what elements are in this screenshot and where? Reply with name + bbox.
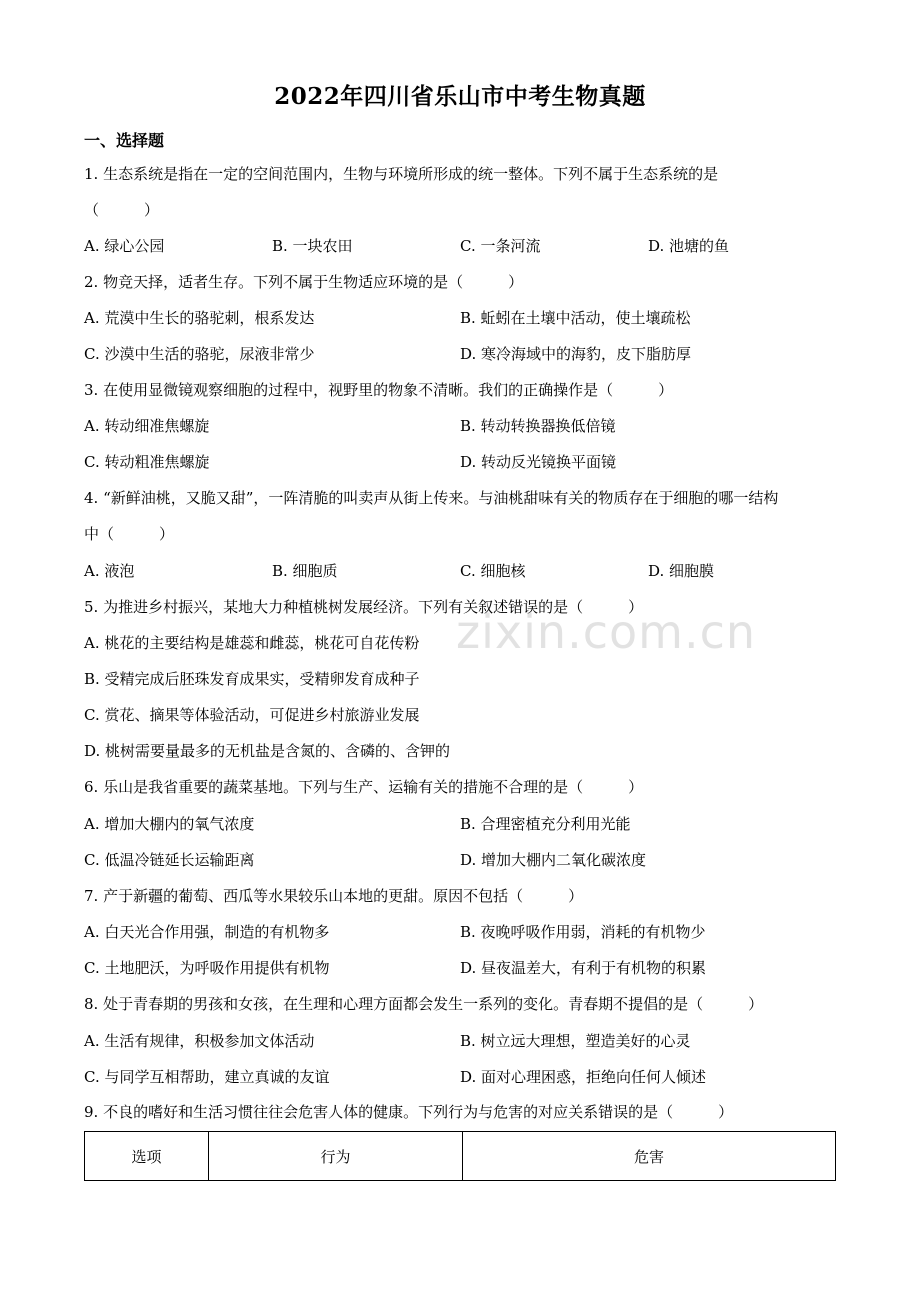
q1-option-a: A. 绿心公园 — [84, 237, 165, 255]
q5-stem: 5. 为推进乡村振兴，某地大力种植桃树发展经济。下列有关叙述错误的是（ ） — [84, 598, 644, 616]
q4-option-b: B. 细胞质 — [272, 562, 338, 580]
q8-option-a: A. 生活有规律，积极参加文体活动 — [84, 1032, 315, 1050]
q7-option-d: D. 昼夜温差大，有利于有机物的积累 — [460, 959, 707, 977]
page-title: 2022年四川省乐山市中考生物真题 — [274, 83, 646, 110]
q6-stem: 6. 乐山是我省重要的蔬菜基地。下列与生产、运输有关的措施不合理的是（ ） — [84, 778, 644, 796]
q3-option-b: B. 转动转换器换低倍镜 — [460, 417, 616, 435]
q4-option-a: A. 液泡 — [84, 562, 135, 580]
q1-option-d: D. 池塘的鱼 — [648, 237, 730, 255]
table-header-behavior: 行为 — [209, 1132, 463, 1181]
q8-option-d: D. 面对心理困惑，拒绝向任何人倾述 — [460, 1068, 707, 1086]
table-header-harm: 危害 — [463, 1132, 836, 1181]
section-heading: 一、选择题 — [84, 131, 165, 150]
watermark: zixin.com.cn — [456, 605, 757, 659]
q7-option-b: B. 夜晚呼吸作用弱，消耗的有机物少 — [460, 923, 706, 941]
q1-stem: 1. 生态系统是指在一定的空间范围内，生物与环境所形成的统一整体。下列不属于生态系统的是 — [84, 165, 719, 183]
q6-option-d: D. 增加大棚内二氧化碳浓度 — [460, 851, 647, 869]
q4-option-d: D. 细胞膜 — [648, 562, 715, 580]
q4-stem: 4. “新鲜油桃，又脆又甜”，一阵清脆的叫卖声从街上传来。与油桃甜味有关的物质存在于细胞的哪一结构 — [84, 489, 779, 507]
q1-stem-cont: （ ） — [84, 201, 160, 219]
q4-option-c: C. 细胞核 — [460, 562, 526, 580]
q3-option-d: D. 转动反光镜换平面镜 — [460, 453, 617, 471]
q1-option-c: C. 一条河流 — [460, 237, 541, 255]
q7-stem: 7. 产于新疆的葡萄、西瓜等水果较乐山本地的更甜。原因不包括（ ） — [84, 887, 584, 905]
q1-option-b: B. 一块农田 — [272, 237, 353, 255]
q5-option-d: D. 桃树需要量最多的无机盐是含氮的、含磷的、含钾的 — [84, 742, 451, 760]
q8-option-b: B. 树立远大理想，塑造美好的心灵 — [460, 1032, 691, 1050]
q5-option-b: B. 受精完成后胚珠发育成果实，受精卵发育成种子 — [84, 670, 420, 688]
q8-stem: 8. 处于青春期的男孩和女孩，在生理和心理方面都会发生一系列的变化。青春期不提倡的是（ ） — [84, 995, 764, 1013]
q2-option-a: A. 荒漠中生长的骆驼刺，根系发达 — [84, 309, 315, 327]
table-header-option: 选项 — [85, 1132, 209, 1181]
q3-option-a: A. 转动细准焦螺旋 — [84, 417, 210, 435]
q3-option-c: C. 转动粗准焦螺旋 — [84, 453, 210, 471]
q2-option-b: B. 蚯蚓在土壤中活动，使土壤疏松 — [460, 309, 691, 327]
q2-stem: 2. 物竞天择，适者生存。下列不属于生物适应环境的是（ ） — [84, 273, 524, 291]
q4-stem-cont: 中（ ） — [84, 525, 175, 543]
q2-option-d: D. 寒冷海域中的海豹，皮下脂肪厚 — [460, 345, 692, 363]
q2-option-c: C. 沙漠中生活的骆驼，尿液非常少 — [84, 345, 315, 363]
q7-option-a: A. 白天光合作用强，制造的有机物多 — [84, 923, 330, 941]
q6-option-a: A. 增加大棚内的氧气浓度 — [84, 815, 255, 833]
q9-stem: 9. 不良的嗜好和生活习惯往往会危害人体的健康。下列行为与危害的对应关系错误的是（ ） — [84, 1103, 734, 1121]
q7-option-c: C. 土地肥沃，为呼吸作用提供有机物 — [84, 959, 330, 977]
q8-option-c: C. 与同学互相帮助，建立真诚的友谊 — [84, 1068, 330, 1086]
q5-option-c: C. 赏花、摘果等体验活动，可促进乡村旅游业发展 — [84, 706, 420, 724]
q5-option-a: A. 桃花的主要结构是雄蕊和雌蕊，桃花可自花传粉 — [84, 634, 420, 652]
q3-stem: 3. 在使用显微镜观察细胞的过程中，视野里的物象不清晰。我们的正确操作是（ ） — [84, 381, 674, 399]
q9-table — [84, 1131, 836, 1181]
q6-option-c: C. 低温冷链延长运输距离 — [84, 851, 255, 869]
table-header-row — [85, 1132, 836, 1181]
q6-option-b: B. 合理密植充分利用光能 — [460, 815, 631, 833]
